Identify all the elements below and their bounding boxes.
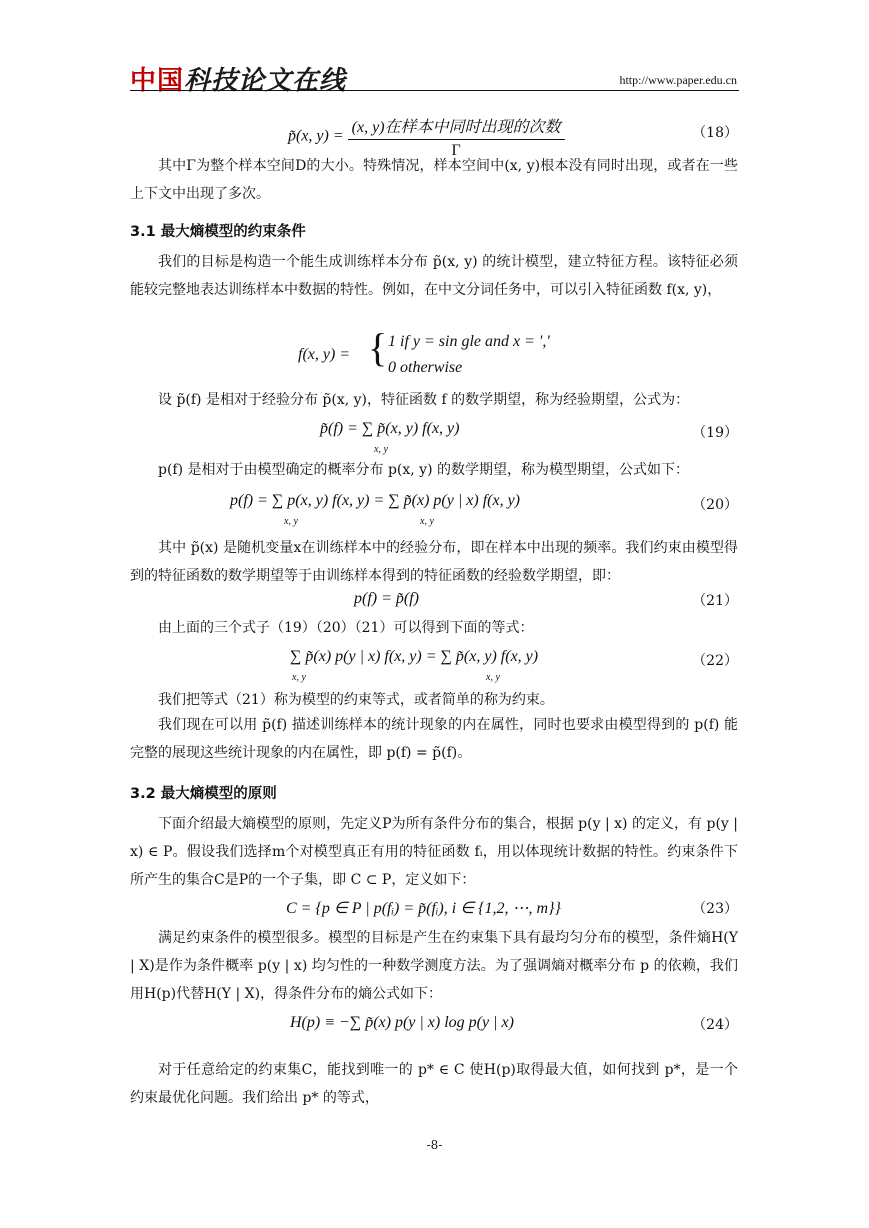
section-3-2-heading: 3.2 最大熵模型的原则: [130, 786, 277, 802]
eq20-number: （20）: [692, 497, 738, 513]
eq19-body: p̃(f) = ∑ p̃(x, y) f(x, y): [320, 420, 460, 437]
feq-case-2: 0 otherwise: [388, 359, 463, 376]
paragraph-6: 由上面的三个式子（19）（20）（21）可以得到下面的等式：: [158, 620, 534, 636]
section-3-1-heading: 3.1 最大熵模型的约束条件: [130, 224, 306, 240]
feq-case-1: 1 if y = sin gle and x = ',': [388, 333, 550, 350]
eq20-body: p(f) = ∑ p(x, y) f(x, y) = ∑ p̃(x) p(y | x) f(x, y): [230, 492, 520, 509]
eq18-denominator: Γ: [451, 142, 461, 159]
paragraph-1: 其中Γ为整个样本空间D的大小。特殊情况，样本空间中(x, y)根本没有同时出现，或者在一些上下文中出现了多次。: [130, 158, 738, 202]
paragraph-7: 我们把等式（21）称为模型的约束等式，或者简单的称为约束。: [158, 692, 554, 708]
eq18-number: （18）: [692, 125, 738, 141]
eq23-body: C = {p ∈ P | p(fᵢ) = p̃(fᵢ), i ∈ {1,2, ⋯, m}}: [286, 900, 561, 917]
feature-function-equation: [130, 325, 738, 384]
eq19-number: （19）: [692, 425, 738, 441]
eq20-sum-index-2: x, y: [420, 516, 434, 527]
paragraph-4: p(f) 是相对于由模型确定的概率分布 p(x, y) 的数学期望，称为模型期望，公式如下：: [158, 462, 690, 478]
eq21-body: p(f) = p̃(f): [354, 590, 419, 607]
paragraph-9: 下面介绍最大熵模型的原则，先定义P为所有条件分布的集合，根据 p(y | x) 的定义，有 p(y | x) ∈ P。假设我们选择m个对模型真正有用的特征函数 fᵢ，用以体现统计数据的特性。约束条件下所产生的集合C是P的一个子集，即 C ⊂ P，定义如下：: [130, 816, 738, 888]
eq22-body: ∑ p̃(x) p(y | x) f(x, y) = ∑ p̃(x, y) f(x, y): [290, 648, 539, 665]
eq18-lhs: p̃(x, y) =: [288, 127, 344, 145]
eq18-numerator: (x, y)在样本中同时出现的次数: [348, 114, 565, 140]
paragraph-11: 对于任意给定的约束集C，能找到唯一的 p* ∈ C 使H(p)取得最大值，如何找到 p*，是一个约束最优化问题。我们给出 p* 的等式，: [130, 1062, 738, 1106]
paragraph-2: 我们的目标是构造一个能生成训练样本分布 p̃(x, y) 的统计模型，建立特征方程。该特征必须能较完整地表达训练样本中数据的特性。例如，在中文分词任务中，可以引入特征函数 f(x, y)，: [130, 254, 738, 298]
feq-brace: {: [368, 325, 388, 370]
journal-logo: [130, 60, 346, 97]
page-number: -8-: [426, 1138, 443, 1152]
header-url[interactable]: http://www.paper.edu.cn: [619, 73, 737, 87]
equation-19: [130, 418, 738, 460]
eq22-sum-index-1: x, y: [292, 672, 306, 683]
equation-24: [130, 1012, 738, 1046]
equation-20: [130, 490, 738, 532]
paragraph-5: 其中 p̃(x) 是随机变量x在训练样本中的经验分布，即在样本中出现的频率。我们约束由模型得到的特征函数的数学期望等于由训练样本得到的特征函数的经验数学期望，即：: [130, 540, 738, 584]
paragraph-10: 满足约束条件的模型很多。模型的目标是产生在约束集下具有最均匀分布的模型，条件熵H(Y | X)是作为条件概率 p(y | x) 均匀性的一种数学测度方法。为了强调熵对概率分布 p 的依赖，我们用H(p)代替H(Y | X)，得条件分布的熵公式如下：: [130, 930, 738, 1002]
logo-red: 中国: [130, 66, 185, 96]
eq20-sum-index-1: x, y: [284, 516, 298, 527]
paragraph-3: 设 p̃(f) 是相对于经验分布 p̃(x, y)，特征函数 f 的数学期望，称为经验期望，公式为：: [158, 392, 690, 408]
eq23-number: （23）: [692, 901, 738, 917]
eq24-number: （24）: [692, 1017, 738, 1033]
logo-dark: 科技论文在线: [184, 66, 347, 96]
feq-lhs: f(x, y) =: [298, 346, 351, 363]
equation-22: [130, 646, 738, 688]
eq24-body: H(p) ≡ −∑ p̃(x) p(y | x) log p(y | x): [290, 1014, 514, 1031]
eq21-number: （21）: [692, 593, 738, 609]
paragraph-8: 我们现在可以用 p̃(f) 描述训练样本的统计现象的内在属性，同时也要求由模型得到的 p(f) 能完整的展现这些统计现象的内在属性，即 p(f) = p̃(f)。: [130, 717, 738, 761]
eq22-number: （22）: [692, 653, 738, 669]
eq22-sum-index-2: x, y: [486, 672, 500, 683]
eq19-sum-index: x, y: [374, 444, 388, 455]
equation-18: [130, 104, 738, 159]
header-rule: [130, 90, 739, 91]
